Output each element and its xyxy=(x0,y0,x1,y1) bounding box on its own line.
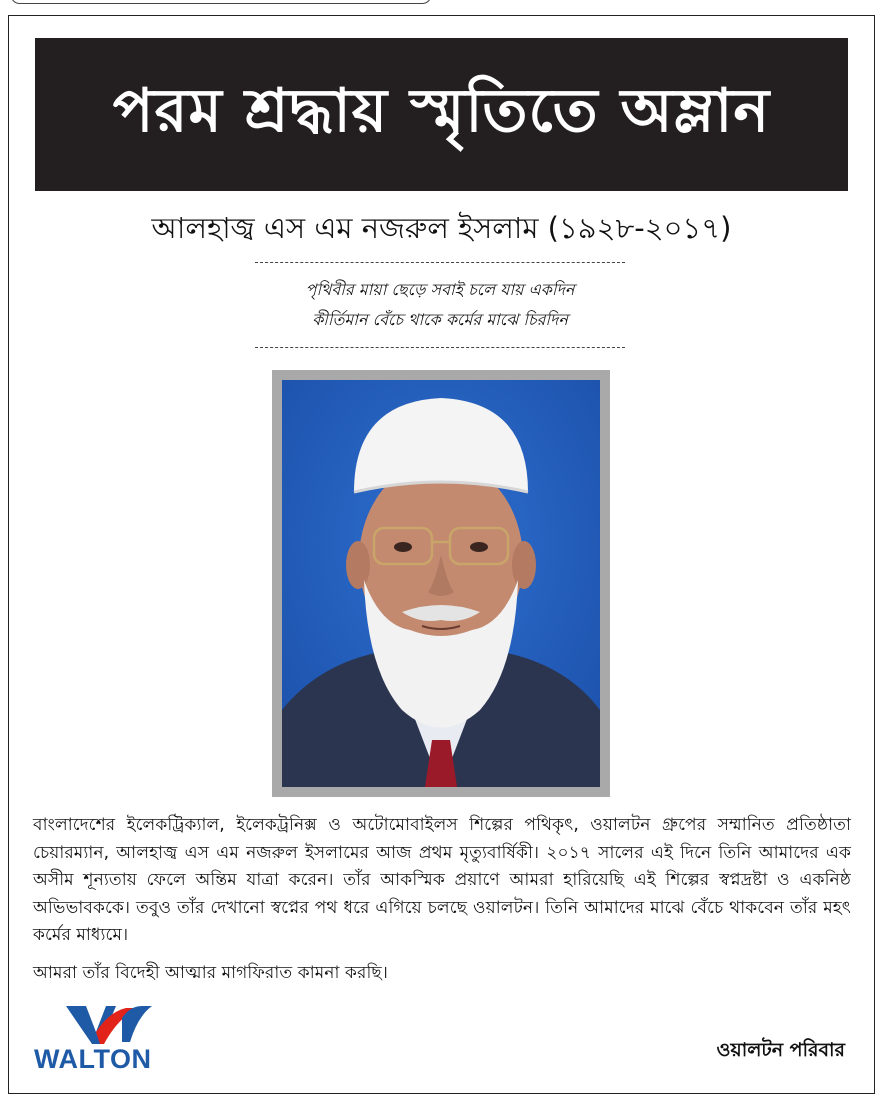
prayer-line: আমরা তাঁর বিদেহী আত্মার মাগফিরাত কামনা করছি। xyxy=(33,962,388,983)
walton-logo xyxy=(34,1002,179,1076)
quote-line-2: কীর্তিমান বেঁচে থাকে কর্মের মাঝে চিরদিন xyxy=(312,310,568,329)
quote-line-1: পৃথিবীর মায়া ছেড়ে সবাই চলে যায় একদিন xyxy=(305,280,575,299)
walton-w-mark-icon xyxy=(34,1002,179,1046)
banner-title: পরম শ্রদ্ধায় স্মৃতিতে অম্লান xyxy=(112,75,771,146)
quote-box xyxy=(255,262,625,348)
portrait-photo xyxy=(282,380,600,787)
person-name: আলহাজ্ব এস এম নজরুল ইসলাম (১৯২৮-২০১৭) xyxy=(151,211,732,245)
walton-logo-text: WALTON xyxy=(34,1044,152,1074)
portrait-frame xyxy=(272,370,610,797)
signature: ওয়ালটন পরিবার xyxy=(716,1039,845,1061)
top-tab-decoration xyxy=(10,0,432,4)
header-banner xyxy=(35,38,848,191)
tribute-text xyxy=(33,812,851,987)
tribute-paragraph: বাংলাদেশের ইলেকট্রিক্যাল, ইলেকট্রনিক্স ও অটোমোবাইলস শিল্পের পথিকৃৎ, ওয়ালটন গ্রুপের সম্মানিত প্রতিষ্ঠাতা চেয়ারম্যান, আলহাজ্ব এস এম নজরুল ইসলামের আজ প্রথম মৃত্যুবার্ষিকী। ২০১৭ সালের এই দিনে তিনি আমাদের এক অসীম শূন্যতায় ফেলে অন্তিম যাত্রা করেন। তাঁর আকস্মিক প্রয়াণে আমরা হারিয়েছি এই শিল্পের স্বপ্নদ্রষ্টা ও একনিষ্ঠ অভিভাবককে। তবুও তাঁর দেখানো স্বপ্নের পথ ধরে এগিয়ে চলছে ওয়ালটন। তিনি আমাদের মাঝে বেঁচে থাকবেন তাঁর মহৎ কর্মের মাধ্যমে। xyxy=(33,815,851,945)
